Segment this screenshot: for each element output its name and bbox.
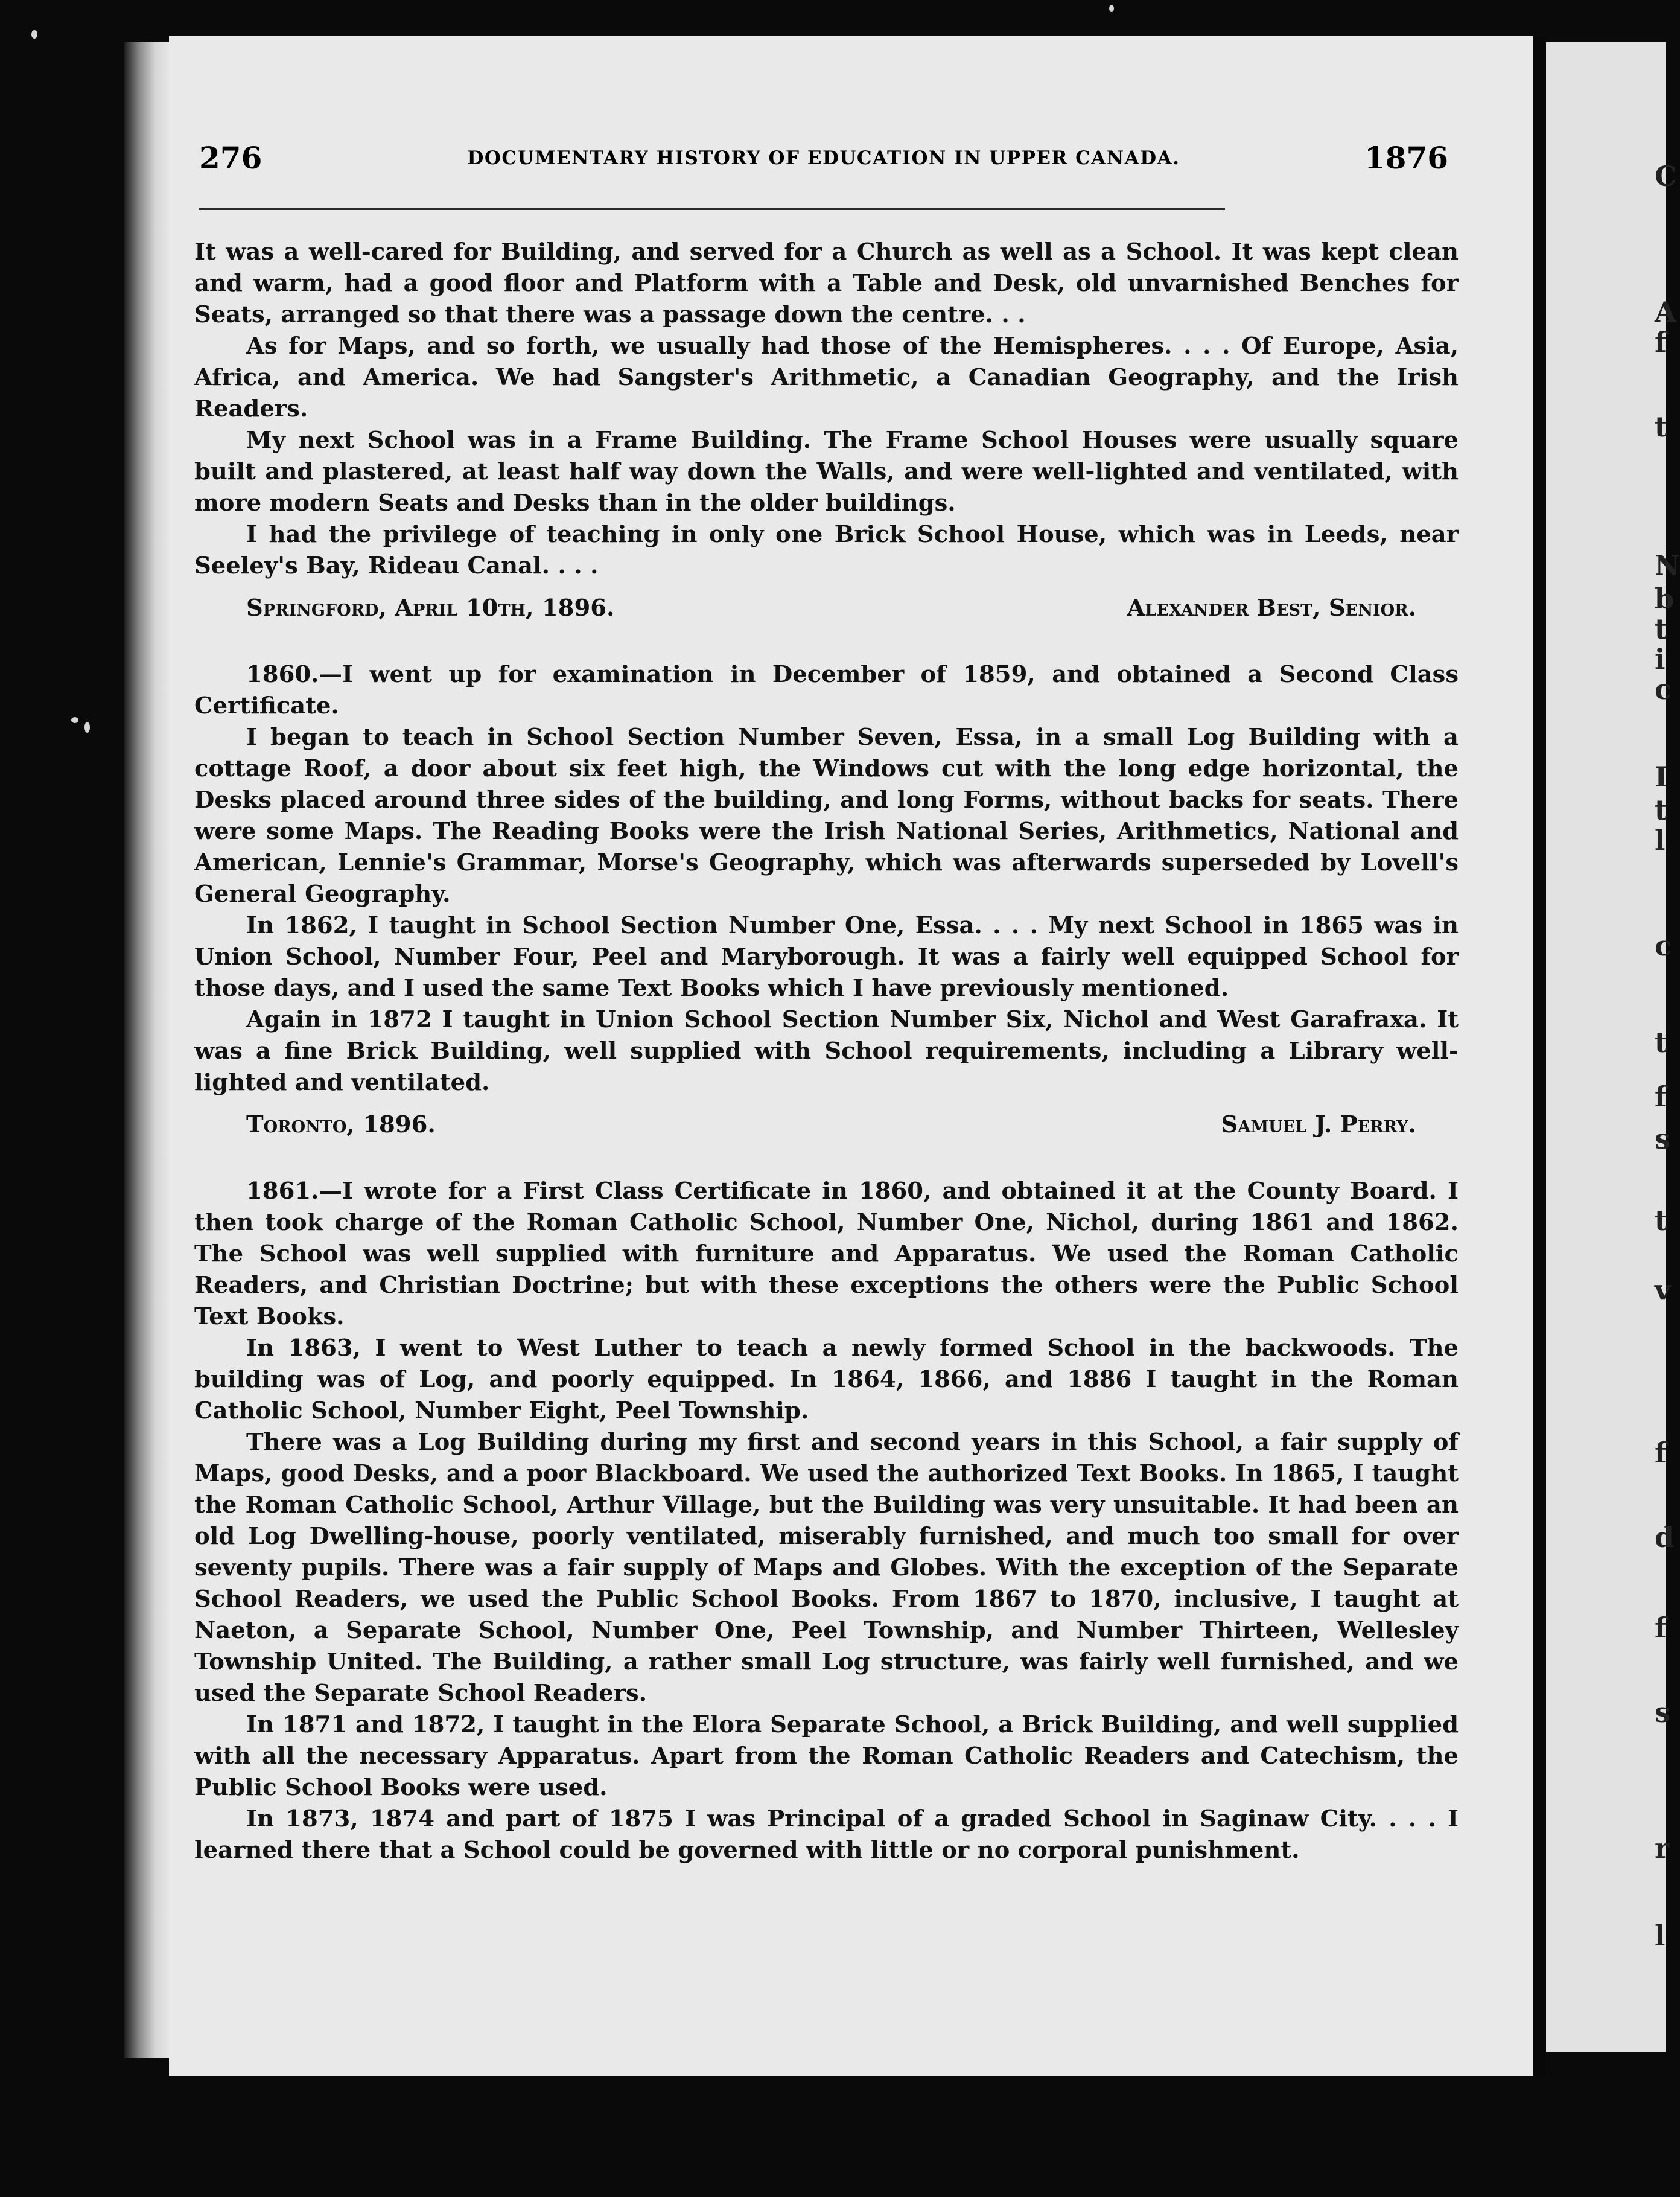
author-name: Alexander Best, Senior.: [1127, 595, 1416, 622]
facing-page-fragment: t: [1655, 1204, 1668, 1237]
paragraph: In 1871 and 1872, I taught in the Elora Separate School, a Brick Building, and well supplied with all the necessary Apparatus. Apart from the Roman Catholic Readers and Catechism, the Public School Books were used.: [194, 1711, 1459, 1801]
scan-speck: [1109, 5, 1114, 12]
place-date: Springford, April 10th, 1896.: [246, 595, 615, 622]
facing-page-fragment: f: [1655, 1080, 1667, 1113]
facing-page-fragment: f: [1655, 1436, 1667, 1469]
scan-speck: [31, 30, 37, 39]
paragraph: In 1863, I went to West Luther to teach a newly formed School in the backwoods. The building was of Log, and poorly equipped. In 1864, 1866, and 1886 I taught in the Roman Catholic School, Number Eight, Peel Township.: [194, 1334, 1459, 1424]
facing-page-fragment: f: [1655, 1612, 1667, 1644]
entry-3: [194, 1176, 1459, 1866]
scan-speck: [71, 717, 78, 723]
paragraph: In 1873, 1874 and part of 1875 I was Principal of a graded School in Saginaw City. . . . I learned there that a School could be governed with little or no corporal punishment.: [194, 1805, 1459, 1864]
place-date: Toronto, 1896.: [246, 1111, 436, 1138]
running-title: DOCUMENTARY HISTORY OF EDUCATION IN UPPER CANADA.: [467, 147, 1180, 169]
facing-page-fragment: t: [1655, 410, 1668, 443]
facing-page-fragment: A: [1655, 296, 1676, 328]
facing-page-fragment: t: [1655, 1026, 1668, 1059]
page-header: [199, 140, 1448, 182]
signature-line: [194, 593, 1459, 624]
facing-page-fragment: l: [1655, 1919, 1666, 1952]
facing-page-fragment: I: [1655, 760, 1668, 793]
paragraph: I had the privilege of teaching in only one Brick School House, which was in Leeds, near Seeley's Bay, Rideau Canal. . . .: [194, 521, 1459, 579]
facing-page-fragment: i: [1655, 643, 1666, 675]
paragraph: It was a well-cared for Building, and served for a Church as well as a School. It was kept clean and warm, had a good floor and Platform with a Table and Desk, old unvarnished Benches for Seats, arranged so that there was a passage down the centre. . .: [194, 238, 1459, 328]
facing-page-fragment: f: [1655, 326, 1667, 359]
paragraph: 1861.—I wrote for a First Class Certificate in 1860, and obtained it at the County Board. I then took charge of the Roman Catholic School, Number One, Nichol, during 1861 and 1862. The School was well supplied with furniture and Apparatus. We used the Roman Catholic Readers, and Christian Doctrine; but with these exceptions the others were the Public School Text Books.: [194, 1178, 1459, 1330]
facing-page-fragment: C: [1655, 160, 1677, 193]
signature-line: [194, 1109, 1459, 1141]
paragraph: Again in 1872 I taught in Union School Section Number Six, Nichol and West Garafraxa. It was a fine Brick Building, well supplied with School requirements, including a Library well-lighted and ventilated.: [194, 1006, 1459, 1096]
facing-page-fragment: c: [1655, 673, 1672, 706]
entry-1: [194, 237, 1459, 624]
facing-page-fragment: d: [1655, 1521, 1675, 1554]
paragraph: In 1862, I taught in School Section Number One, Essa. . . . My next School in 1865 was in Union School, Number Four, Peel and Maryborough. It was a fairly well equipped School for those days, and I used the same Text Books which I have previously mentioned.: [194, 912, 1459, 1002]
facing-page-fragment: s: [1655, 1696, 1670, 1729]
facing-page-fragment: s: [1655, 1123, 1670, 1155]
facing-page-fragment: v: [1655, 1274, 1671, 1306]
scan-speck: [84, 722, 90, 733]
entry-2: [194, 659, 1459, 1141]
page-fold-shadow: [1533, 36, 1546, 2076]
facing-page-fragment: t: [1655, 794, 1668, 826]
paragraph: There was a Log Building during my first and second years in this School, a fair supply of Maps, good Desks, and a poor Blackboard. We used the authorized Text Books. In 1865, I taught the Roman Catholic School, Arthur Village, but the Building was very unsuitable. It had been an old Log Dwelling-house, poorly ventilated, miserably furnished, and much too small for over seventy pupils. There was a fair supply of Maps and Globes. With the exception of the Separate School Readers, we used the Public School Books. From 1867 to 1870, inclusive, I taught at Naeton, a Separate School, Number One, Peel Township, and Number Thirteen, Wellesley Township United. The Building, a rather small Log structure, was fairly well furnished, and we used the Separate School Readers.: [194, 1429, 1459, 1707]
paragraph: My next School was in a Frame Building. The Frame School Houses were usually square built and plastered, at least half way down the Walls, and were well-lighted and ventilated, with more modern Seats and Desks than in the older buildings.: [194, 427, 1459, 517]
facing-page-fragment: b: [1655, 582, 1675, 615]
facing-page-edge: [1546, 42, 1680, 2052]
paragraph: 1860.—I went up for examination in December of 1859, and obtained a Second Class Certificate.: [194, 661, 1459, 719]
facing-page-fragment: r: [1655, 1832, 1670, 1864]
header-year: 1876: [1364, 140, 1448, 176]
facing-page-fragment: c: [1655, 930, 1672, 962]
facing-page-fragment: l: [1655, 824, 1666, 856]
book-gutter: [124, 42, 169, 2058]
paragraph: As for Maps, and so forth, we usually had those of the Hemispheres. . . . Of Europe, Asia, Africa, and America. We had Sangster's Arithmetic, a Canadian Geography, and the Irish Readers.: [194, 333, 1459, 422]
author-name: Samuel J. Perry.: [1221, 1111, 1416, 1138]
header-rule: [199, 208, 1225, 210]
facing-page-fragment: t: [1655, 613, 1668, 645]
facing-page-fragment: N: [1655, 549, 1680, 582]
page-number: 276: [199, 140, 262, 176]
page-body: [194, 237, 1459, 1866]
paragraph: I began to teach in School Section Number Seven, Essa, in a small Log Building with a cottage Roof, a door about six feet high, the Windows cut with the long edge horizontal, the Desks placed around three sides of the building, and long Forms, without backs for seats. There were some Maps. The Reading Books were the Irish National Series, Arithmetics, National and American, Lennie's Grammar, Morse's Geography, which was afterwards superseded by Lovell's General Geography.: [194, 724, 1459, 908]
